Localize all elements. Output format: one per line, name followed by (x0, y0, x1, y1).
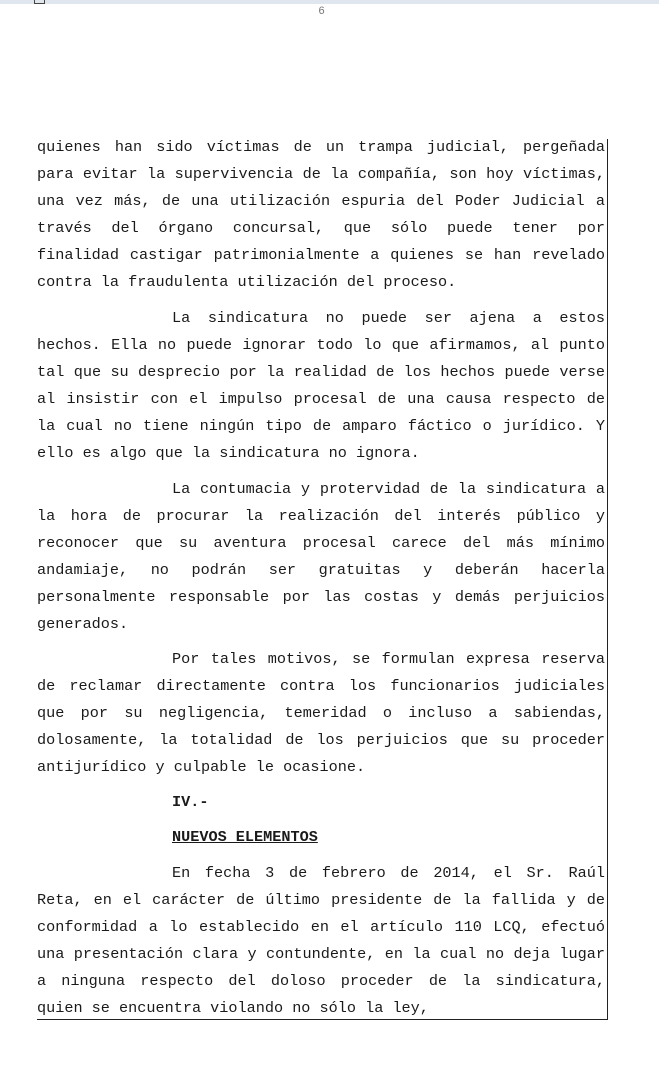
paragraph-1: quienes han sido víctimas de un trampa judicial, pergeñada para evitar la supervivencia de la compañía, son hoy víctimas, una vez más, de una utilización espuria del Poder Judicial a través del órgano concursal, que sólo puede tener por finalidad castigar patrimonialmente a quienes se han revelado contra la fraudulenta utilización del proceso. (37, 138, 605, 291)
section-number: IV.- (172, 793, 209, 811)
paragraph-4: Por tales motivos, se formulan expresa reserva de reclamar directamente contra los funcionarios judiciales que por su negligencia, temeridad o incluso a sabiendas, dolosamente, la totalidad de los perjuicios que su proceder antijurídico y culpable le ocasione. (37, 650, 605, 776)
paragraph-3: La contumacia y protervidad de la sindicatura a la hora de procurar la realización del interés público y reconocer que su aventura procesal carece del más mínimo andamiaje, no podrán ser gratuitas y deberán hacerla personalmente responsable por las costas y demás perjuicios generados. (37, 480, 605, 633)
corner-mark (34, 0, 45, 4)
paragraph-2: La sindicatura no puede ser ajena a estos hechos. Ella no puede ignorar todo lo que afirmamos, al punto tal que su desprecio por la realidad de los hechos puede verse al insistir con el impulso procesal de una causa respecto de la cual no tiene ningún tipo de amparo fáctico o jurídico. Y ello es algo que la sindicatura no ignora. (37, 309, 605, 462)
section-title: NUEVOS ELEMENTOS (172, 828, 318, 846)
paragraph-5: En fecha 3 de febrero de 2014, el Sr. Raúl Reta, en el carácter de último presidente de la fallida y de conformidad a lo establecido en el artículo 110 LCQ, efectuó una presentación clara y contundente, en la cual no deja lugar a ninguna respecto del doloso proceder de la sindicatura, quien se encuentra violando no sólo la ley, (37, 864, 605, 1017)
page-number: 6 (318, 6, 325, 18)
viewer-top-bar (0, 0, 659, 4)
